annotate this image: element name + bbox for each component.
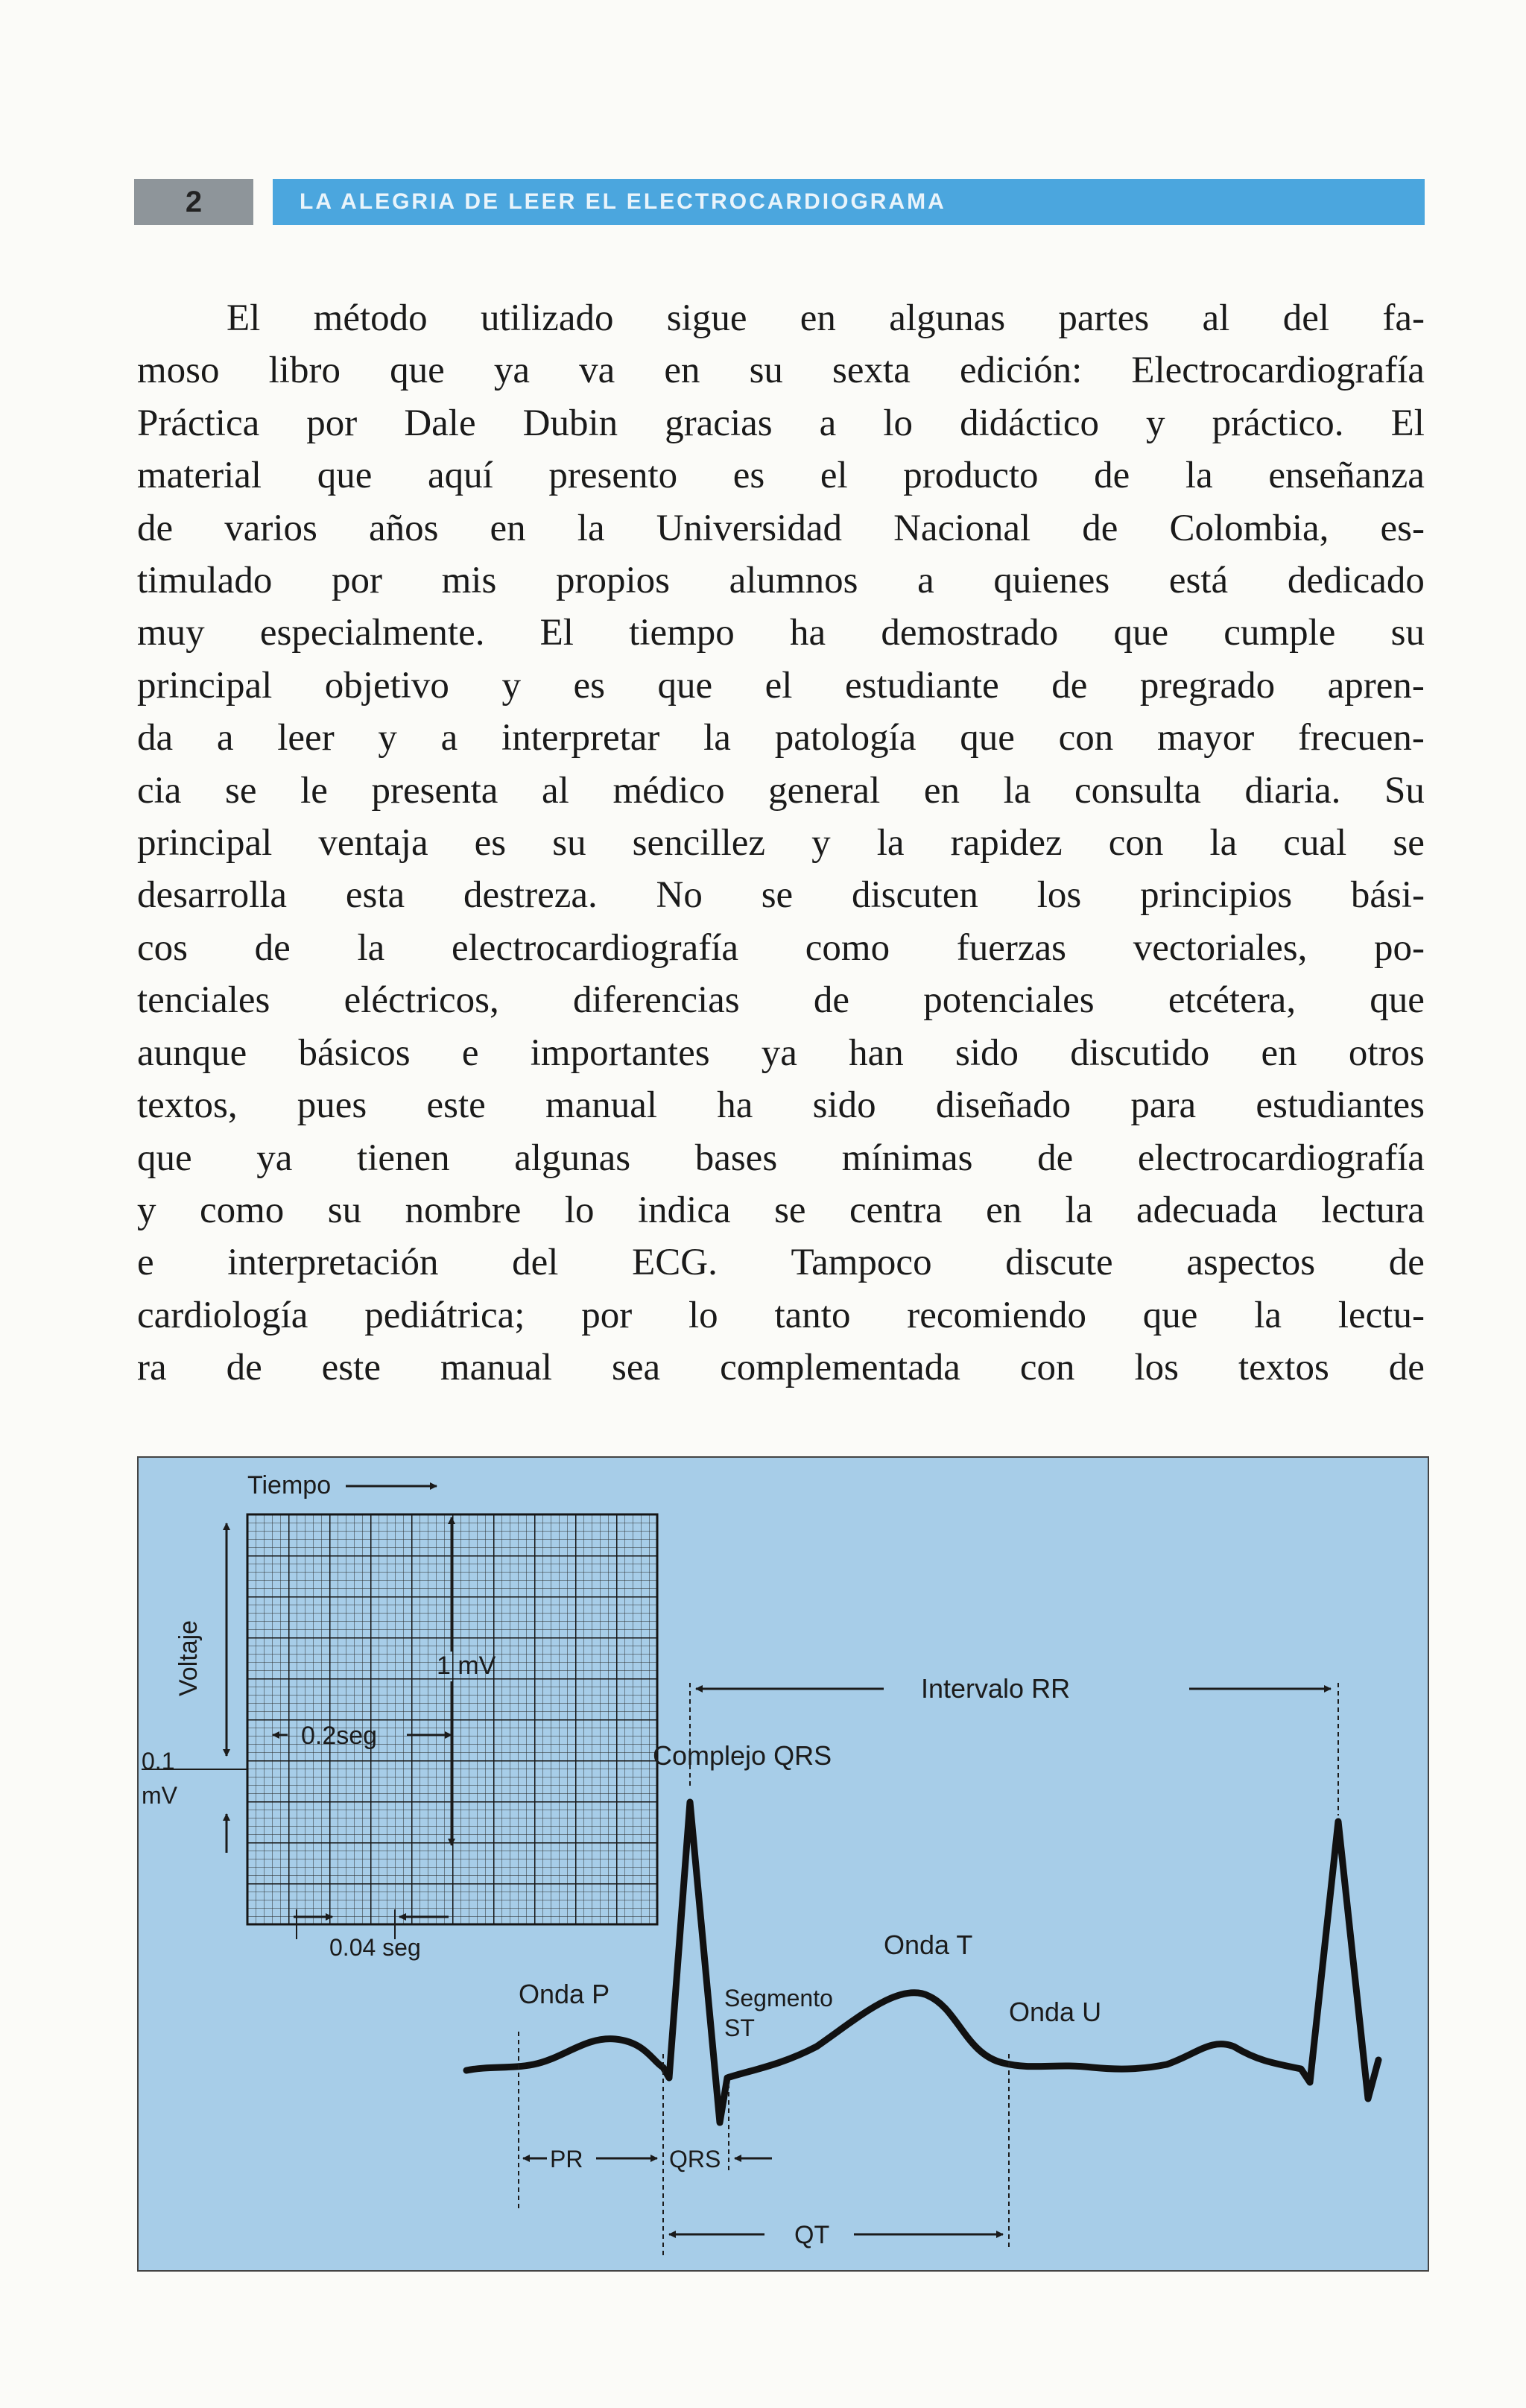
point-two-seg-label: 0.2seg [301,1722,378,1750]
word: fa- [1382,297,1425,339]
word: consulta [1074,769,1201,812]
word: Nacional [893,507,1031,549]
word: electrocardiografía [1137,1137,1425,1179]
word: han [849,1031,904,1074]
word: algunas [889,297,1006,339]
text-line [137,397,1425,449]
word: Electrocardiografía [1131,350,1425,392]
word: que [390,350,445,392]
word: la [1185,455,1213,497]
word: otros [1348,1031,1425,1074]
one-mv-label: 1 mV [437,1652,496,1680]
word: gracias [665,402,773,444]
word: El [227,297,261,339]
text-line [137,1289,1425,1342]
word: a [819,402,837,444]
word: Dale [404,402,476,444]
onda-u-label: Onda U [1009,1997,1102,2027]
word: a [216,717,234,759]
word: tenciales [137,979,270,1022]
word: cumple [1223,612,1336,654]
text-line [137,1342,1425,1394]
word: propios [555,560,670,602]
word: vectoriales, [1133,926,1308,969]
word: se [1393,822,1425,865]
word: la [1003,769,1031,812]
text-line [137,292,1425,344]
word: electrocardiografía [452,926,739,969]
word: estudiantes [1256,1084,1425,1127]
word: algunas [514,1137,631,1179]
word: tiempo [629,612,735,654]
word: lectu- [1337,1294,1425,1336]
word: diaria. [1244,769,1341,812]
word: diferencias [572,979,740,1022]
word: mis [441,560,497,602]
word: ventaja [318,822,428,865]
text-line [137,1132,1425,1184]
word: sigue [666,297,747,339]
word: la [1209,822,1238,865]
word: mínimas [841,1137,973,1179]
word: su [749,350,783,392]
word: sido [955,1031,1019,1074]
word: y [137,1189,156,1231]
voltaje-label: Voltaje [174,1619,203,1696]
word: la [876,822,905,865]
word: lo [564,1189,595,1231]
word: sexta [832,350,911,392]
text-line [137,1236,1425,1289]
word: del [512,1242,559,1284]
word: enseñanza [1268,455,1425,497]
word: en [490,507,526,549]
word: y [501,664,521,707]
word: aquí [427,455,493,497]
word: sencillez [632,822,766,865]
word: en [923,769,960,812]
word: partes [1058,297,1150,339]
word: se [225,769,257,812]
word: con [1019,1347,1075,1389]
text-line [137,554,1425,607]
word: de [1082,507,1118,549]
point-zero-four-label: 0.04 seg [329,1934,421,1961]
word: principios [1140,874,1293,917]
word: e [137,1242,154,1284]
word: interpretar [501,717,660,759]
word: cardiología [137,1294,308,1336]
word: potenciales [923,979,1095,1022]
pr-label: PR [550,2146,583,2172]
word: general [768,769,881,812]
word: la [357,926,385,969]
onda-t-label: Onda T [884,1930,973,1960]
st-label: ST [724,2014,755,2041]
word: diseñado [935,1084,1071,1127]
word: este [321,1347,381,1389]
word: en [1261,1031,1297,1074]
word: interpretación [227,1242,439,1284]
word: demostrado [881,612,1059,654]
word: la [703,717,731,759]
word: que [137,1137,192,1179]
word: en [664,350,700,392]
word: Su [1384,769,1425,812]
word: sido [812,1084,876,1127]
text-line [137,502,1425,554]
word: al [542,769,569,812]
word: de [254,926,291,969]
word: y [1146,402,1165,444]
word: pues [297,1084,367,1127]
intervalo-rr-label: Intervalo RR [921,1673,1071,1704]
word: moso [137,350,220,392]
word: pediátrica; [364,1294,525,1336]
word: de [813,979,849,1022]
complejo-qrs-label: Complejo QRS [653,1740,832,1771]
word: es [732,455,765,497]
word: está [1168,560,1229,602]
word: los [1036,874,1082,917]
word: tanto [774,1294,851,1336]
word: material [137,455,262,497]
point-one-label: 0.1 [142,1748,175,1775]
word: bási- [1350,874,1425,917]
word: para [1130,1084,1197,1127]
word: que [1142,1294,1198,1336]
word: ha [717,1084,753,1127]
word: indica [637,1189,731,1231]
word: que [960,717,1015,759]
word: aunque [137,1031,247,1074]
word: su [1390,612,1425,654]
word: edición: [959,350,1083,392]
text-line [137,1184,1425,1236]
word: su [552,822,586,865]
word: de [137,507,174,549]
text-line [137,660,1425,712]
word: cos [137,926,188,969]
word: textos, [137,1084,238,1127]
word: y [811,822,831,865]
word: timulado [137,560,273,602]
text-line [137,449,1425,502]
word: aspectos [1186,1242,1316,1284]
word: objetivo [324,664,449,707]
word: es [573,664,605,707]
word: Colombia, [1169,507,1329,549]
word: alumnos [729,560,858,602]
word: lo [688,1294,718,1336]
word: la [577,507,605,549]
word: por [331,560,382,602]
word: su [327,1189,362,1231]
word: leer [277,717,335,759]
word: es [474,822,507,865]
word: po- [1374,926,1425,969]
word: bases [694,1137,778,1179]
word: por [306,402,358,444]
word: estudiante [844,664,999,707]
qt-label: QT [794,2221,830,2249]
word: patología [774,717,916,759]
running-header [134,179,1425,225]
word: libro [268,350,341,392]
word: este [426,1084,486,1127]
word: como [199,1189,285,1231]
word: la [1254,1294,1282,1336]
word: tienen [357,1137,450,1179]
word: discutido [1070,1031,1210,1074]
word: lo [883,402,914,444]
word: de [1094,455,1130,497]
word: Tampoco [791,1242,932,1284]
word: básicos [298,1031,411,1074]
word: discute [1005,1242,1113,1284]
word: que [317,455,373,497]
word: utilizado [481,297,614,339]
word: al [1202,297,1230,339]
word: presenta [371,769,498,812]
word: se [761,874,794,917]
word: muy [137,612,205,654]
word: que [1370,979,1425,1022]
mv-label: mV [142,1782,177,1809]
word: e [461,1031,479,1074]
word: apren- [1327,664,1425,707]
word: con [1058,717,1114,759]
word: lectura [1321,1189,1425,1231]
ecg-figure [137,1456,1429,2272]
word: principal [137,664,273,707]
word: práctico. [1212,402,1344,444]
segmento-label: Segmento [724,1985,833,2012]
text-line [137,1027,1425,1079]
word: ya [761,1031,797,1074]
word: como [805,926,890,969]
word: con [1108,822,1164,865]
qrs-interval-label: QRS [669,2146,721,2172]
word: producto [903,455,1039,497]
word: importantes [530,1031,710,1074]
word: y [378,717,397,759]
word: didáctico [960,402,1099,444]
body-paragraph [137,292,1425,1394]
word: rapidez [950,822,1063,865]
text-line [137,869,1425,921]
word: sea [612,1347,661,1389]
word: dedicado [1287,560,1425,602]
word: principal [137,822,273,865]
word: médico [612,769,725,812]
word: esta [345,874,405,917]
onda-p-label: Onda P [519,1979,610,2009]
text-line [137,817,1425,869]
word: años [368,507,439,549]
text-line [137,765,1425,817]
word: de [1037,1137,1074,1179]
word: recomiendo [907,1294,1086,1336]
tiempo-label: Tiempo [247,1471,332,1500]
word: de [1388,1242,1425,1284]
word: a [440,717,458,759]
word: los [1134,1347,1180,1389]
word: a [917,560,934,602]
word: de [1388,1347,1425,1389]
word: complementada [720,1347,960,1389]
word: en [986,1189,1022,1231]
word: que [657,664,713,707]
word: el [764,664,793,707]
word: El [1390,402,1425,444]
word: va [579,350,615,392]
word: adecuada [1136,1189,1278,1231]
word: Práctica [137,402,260,444]
word: presento [548,455,678,497]
word: le [300,769,328,812]
word: cual [1283,822,1347,865]
text-line [137,712,1425,764]
word: ya [256,1137,293,1179]
word: discuten [851,874,978,917]
text-line [137,974,1425,1026]
word: eléctricos, [343,979,499,1022]
word: por [581,1294,633,1336]
word: Universidad [656,507,842,549]
word: da [137,717,174,759]
word: ha [790,612,826,654]
word: el [820,455,848,497]
page-number: 2 [134,179,253,225]
word: especialmente. [259,612,485,654]
word: frecuen- [1297,717,1425,759]
word: desarrolla [137,874,288,917]
word: de [226,1347,262,1389]
word: destreza. [463,874,598,917]
word: fuerzas [956,926,1066,969]
word: etcétera, [1168,979,1297,1022]
word: manual [440,1347,553,1389]
word: cia [137,769,182,812]
text-line [137,1079,1425,1131]
word: nombre [405,1189,522,1231]
word: ya [493,350,530,392]
word: textos [1238,1347,1329,1389]
text-line [137,922,1425,974]
ecg-diagram [139,1458,1428,2270]
word: Dubin [522,402,618,444]
text-line [137,344,1425,396]
word: No [656,874,703,917]
word: pregrado [1139,664,1276,707]
word: ra [137,1347,167,1389]
word: de [1051,664,1088,707]
word: El [539,612,574,654]
word: centra [849,1189,943,1231]
word: método [313,297,428,339]
word: varios [224,507,317,549]
text-line [137,607,1425,659]
running-title: LA ALEGRIA DE LEER EL ELECTROCARDIOGRAMA [273,179,1425,225]
word: se [774,1189,806,1231]
word: la [1065,1189,1093,1231]
word: es- [1380,507,1425,549]
word: que [1113,612,1169,654]
word: ECG. [632,1242,718,1284]
word: quienes [993,560,1110,602]
word: del [1282,297,1330,339]
word: mayor [1156,717,1255,759]
word: en [800,297,836,339]
word: manual [545,1084,658,1127]
